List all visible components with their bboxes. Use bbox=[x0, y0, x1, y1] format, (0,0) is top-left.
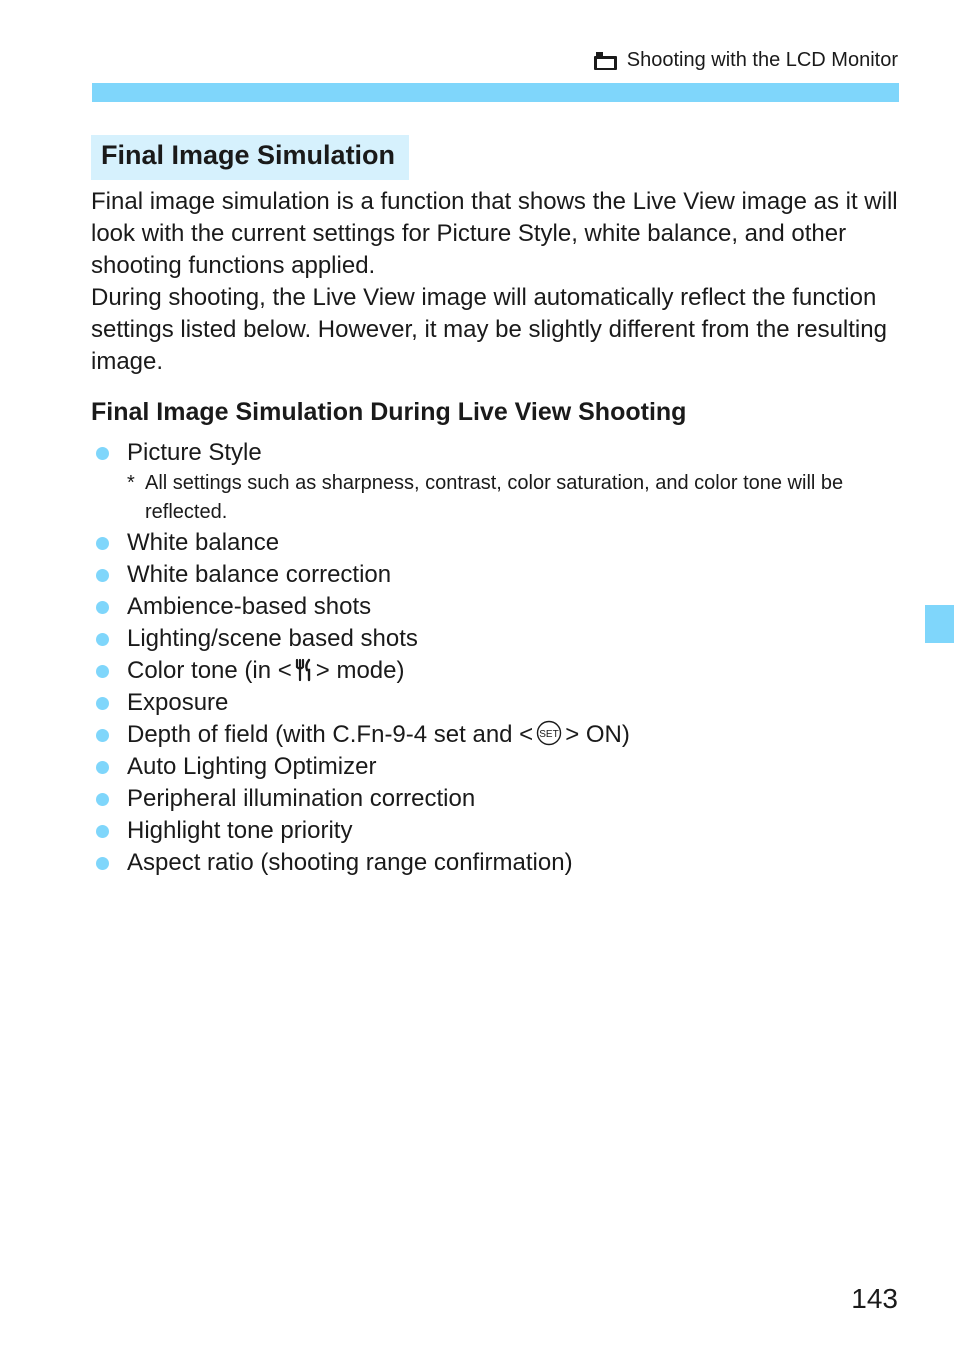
note-marker: * bbox=[127, 472, 135, 494]
body-text bbox=[91, 186, 899, 378]
list-item bbox=[91, 623, 899, 655]
list-item bbox=[91, 687, 899, 719]
bullet-icon bbox=[96, 665, 109, 678]
list-item bbox=[91, 591, 899, 623]
set-button-icon bbox=[535, 720, 563, 746]
list-item bbox=[91, 783, 899, 815]
list-item bbox=[91, 751, 899, 783]
list-item bbox=[91, 655, 899, 687]
list-item-label: Exposure bbox=[127, 689, 229, 716]
list-item bbox=[91, 437, 899, 527]
bullet-icon bbox=[96, 569, 109, 582]
page-header bbox=[593, 49, 898, 72]
bullet-icon bbox=[96, 793, 109, 806]
list-item-label: Aspect ratio (shooting range confirmation) bbox=[127, 849, 573, 876]
list-item-label: White balance correction bbox=[127, 561, 392, 588]
simulated-settings-list bbox=[91, 437, 899, 879]
detail-paragraph: During shooting, the Live View image will automatically reflect the function settings listed below. However, it may be slightly different from the resulting image. bbox=[91, 284, 887, 375]
list-item bbox=[91, 559, 899, 591]
list-item bbox=[91, 815, 899, 847]
intro-paragraph: Final image simulation is a function that shows the Live View image as it will look with the current settings for Picture Style, white balance, and other shooting functions applied. bbox=[91, 188, 898, 279]
bullet-icon bbox=[96, 447, 109, 460]
bullet-icon bbox=[96, 857, 109, 870]
bullet-icon bbox=[96, 761, 109, 774]
list-item-label: Picture Style bbox=[127, 439, 262, 466]
subsection-title: Final Image Simulation During Live View Shooting bbox=[91, 398, 687, 426]
svg-text:SET: SET bbox=[539, 729, 559, 740]
header-title: Shooting with the LCD Monitor bbox=[626, 49, 898, 71]
bullet-icon bbox=[96, 537, 109, 550]
list-item-label-prefix: Depth of field (with C.Fn-9-4 set and < bbox=[127, 721, 534, 748]
chapter-side-tab bbox=[925, 605, 954, 643]
list-item-label: Peripheral illumination correction bbox=[127, 785, 476, 812]
list-item-label: Lighting/scene based shots bbox=[127, 625, 418, 652]
camera-icon bbox=[593, 51, 618, 71]
list-item bbox=[91, 527, 899, 559]
section-title: Final Image Simulation bbox=[91, 135, 409, 180]
list-item-label: White balance bbox=[127, 529, 280, 556]
note-text: All settings such as sharpness, contrast, color saturation, and color tone will be reflected. bbox=[145, 472, 844, 523]
top-accent-bar bbox=[92, 83, 899, 102]
bullet-icon bbox=[96, 697, 109, 710]
list-item bbox=[91, 719, 899, 751]
list-item-label-prefix: Color tone (in < bbox=[127, 657, 292, 684]
bullet-icon bbox=[96, 825, 109, 838]
list-item-note bbox=[127, 469, 899, 527]
list-item-label-suffix: > mode) bbox=[315, 657, 405, 684]
list-item-label: Auto Lighting Optimizer bbox=[127, 753, 377, 780]
page-number: 143 bbox=[851, 1283, 898, 1314]
list-item-label-suffix: > ON) bbox=[565, 721, 630, 748]
list-item-label: Highlight tone priority bbox=[127, 817, 353, 844]
bullet-icon bbox=[96, 633, 109, 646]
list-item bbox=[91, 847, 899, 879]
list-item-label: Ambience-based shots bbox=[127, 593, 372, 620]
bullet-icon bbox=[96, 729, 109, 742]
bullet-icon bbox=[96, 601, 109, 614]
food-mode-icon bbox=[294, 658, 314, 682]
